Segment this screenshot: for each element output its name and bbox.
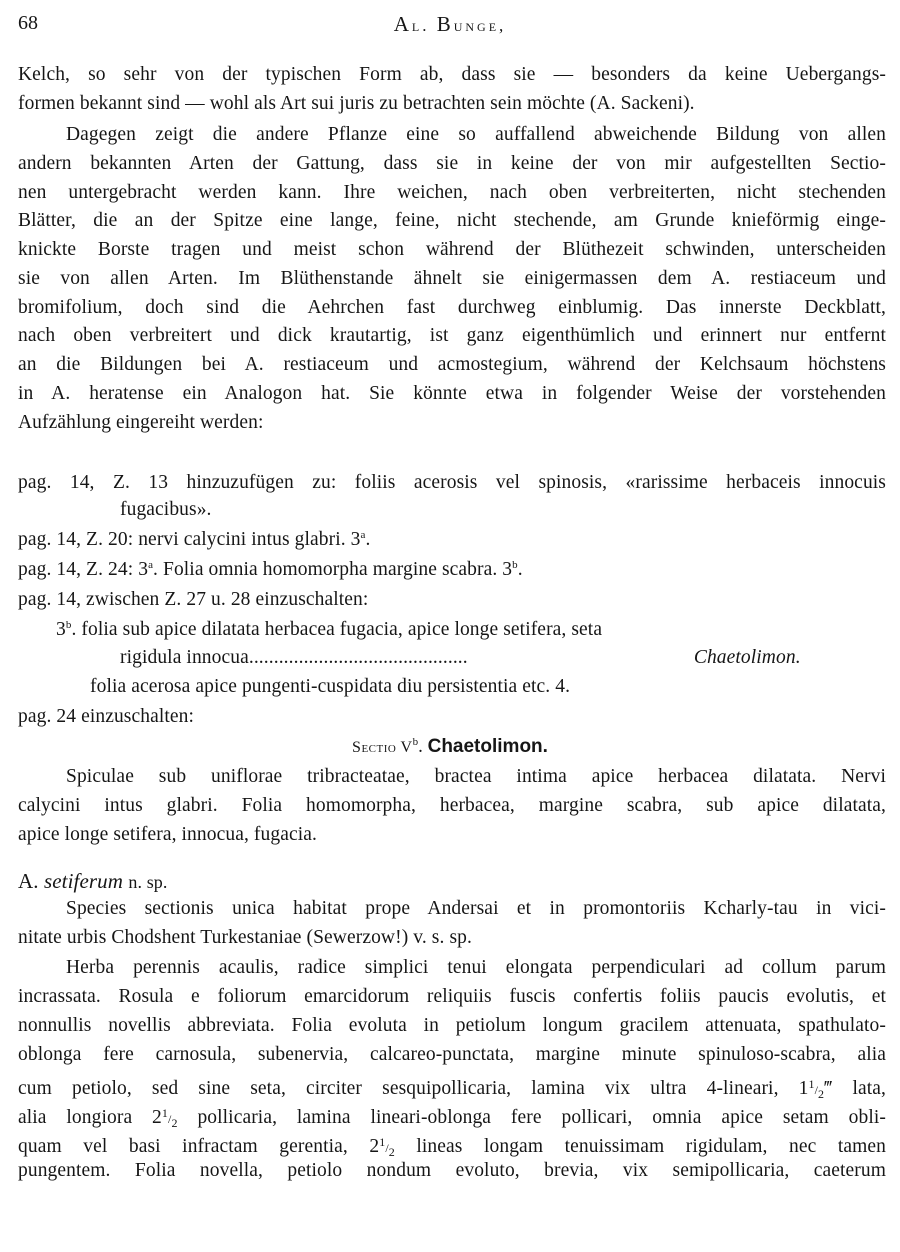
amendment-text: pag. 14, Z. 24: 3	[18, 559, 149, 580]
species-heading	[18, 868, 886, 895]
amendment-line: fugacibus».	[120, 499, 212, 520]
section-heading	[0, 734, 900, 761]
text-line: apice longe setifera, innocua, fugacia.	[18, 824, 317, 845]
fraction: 1/2	[379, 1135, 395, 1159]
text-line: bromifolium, doch sind die Aehrchen fast durchweg einblumig. Das innerste Deckblatt,	[18, 297, 886, 318]
text-line: nonnullis novellis abbreviata. Folia evoluta in petiolum longum gracilem attenuata, spathulato-	[18, 1015, 886, 1036]
amendment-text: .	[365, 529, 371, 550]
text-line: an die Bildungen bei A. restiaceum und acmostegium, während der Kelchsaum höchstens	[18, 354, 886, 375]
fraction: 1/2	[161, 1106, 178, 1130]
amendment-line: pag. 24 einzuschalten:	[18, 706, 195, 727]
text-segment: pollicaria, lamina lineari-oblonga fere pollicari, omnia apice setam obli-	[177, 1107, 886, 1128]
text-line: pungentem. Folia novella, petiolo nondum evoluto, brevia, vix semipollicaria, caeterum	[18, 1160, 886, 1181]
page-number: 68	[18, 12, 38, 34]
fraction-numerator: 1	[161, 1106, 169, 1120]
text-line: nen untergebracht werden kann. Ihre weichen, nach oben verbreiterten, nicht stechenden	[18, 182, 886, 203]
key-entry	[120, 645, 890, 671]
text-segment: quam vel basi infractam gerentia, 2	[18, 1136, 380, 1157]
fraction-denominator: 2	[388, 1145, 395, 1159]
text-line: sie von allen Arten. Im Blüthenstande ähnelt sie einigermassen dem A. restiaceum und	[18, 268, 886, 289]
text-line: nach oben verbreitert und dick krautartig, ist ganz eigenthümlich und erinnert nur entfernt	[18, 325, 886, 346]
text-line: nitate urbis Chodshent Turkestaniae (Sewerzow!) v. s. sp.	[18, 927, 472, 948]
running-head-initial: A	[393, 12, 412, 36]
running-head-part: l.	[411, 16, 430, 35]
text-line: incrassata. Rosula e foliorum emarcidorum reliquiis fuscis confertis foliis paucis evolutis, et	[18, 986, 886, 1007]
genus-abbrev: A.	[18, 869, 39, 893]
text-line: Dagegen zeigt die andere Pflanze eine so auffallend abweichende Bildung von allen	[66, 124, 886, 145]
superscript: b	[65, 619, 72, 631]
text-line: Kelch, so sehr von der typischen Form ab, dass sie — besonders da keine Uebergangs-	[18, 64, 886, 85]
fraction: 1/2	[808, 1077, 825, 1101]
amendment-line: pag. 14, Z. 13 hinzuzufügen zu: foliis acerosis vel spinosis, «rarissime herbaceis innocuis	[18, 472, 886, 493]
text-line: knickte Borste tragen und meist schon während der Blüthezeit schwinden, unterscheiden	[18, 239, 886, 260]
species-status: n. sp.	[128, 872, 168, 892]
amendment-text: .	[517, 559, 523, 580]
fraction-numerator: 1	[379, 1135, 386, 1149]
section-name: Chaetolimon.	[427, 736, 548, 757]
running-head	[0, 12, 900, 37]
fraction-numerator: 1	[808, 1077, 815, 1091]
text-segment: lineas longam tenuissimam rigidulam, nec tamen	[394, 1136, 886, 1157]
text-line: calycini intus glabri. Folia homomorpha, herbacea, margine scabra, sub apice dilatata,	[18, 795, 886, 816]
text-line: oblonga fere carnosula, subenervia, calcareo-punctata, margine minute spinuloso-scabra, alia	[18, 1044, 886, 1065]
amendment-line	[18, 527, 886, 553]
key-text: . folia sub apice dilatata herbacea fugacia, apice longe setifera, seta	[71, 619, 603, 640]
dot-leader: ............................................	[248, 647, 468, 668]
fraction-denominator: 2	[171, 1116, 178, 1130]
key-text: rigidula innocua	[120, 647, 249, 668]
key-taxon: Chaetolimon.	[693, 647, 801, 668]
key-entry: folia acerosa apice pungenti-cuspidata diu persistentia etc. 4.	[90, 676, 571, 697]
amendment-line: pag. 14, zwischen Z. 27 u. 28 einzuschalten:	[18, 589, 369, 610]
superscript: b	[512, 559, 518, 571]
superscript: a	[148, 559, 154, 571]
amendment-line	[18, 557, 886, 583]
text-line: Aufzählung eingereiht werden:	[18, 412, 264, 433]
running-head-initial: B	[436, 12, 454, 36]
text-line: in A. heratense ein Analogon hat. Sie könnte etwa in folgender Weise der vorstehenden	[18, 383, 886, 404]
section-label: Sectio V	[352, 739, 413, 756]
text-line: Blätter, die an der Spitze eine lange, feine, nicht stechende, am Grunde knieförmig einge-	[18, 210, 886, 231]
section-punct: .	[418, 736, 428, 757]
text-line: andern bekannten Arten der Gattung, dass sie in keine der von mir aufgestellten Sectio-	[18, 153, 886, 174]
amendment-text: . Folia omnia homomorpha margine scabra. 3	[153, 559, 513, 580]
text-line: Species sectionis unica habitat prope Andersai et in promontoriis Kcharly-tau in vici-	[66, 898, 886, 919]
text-line: Herba perennis acaulis, radice simplici tenui elongata perpendiculari ad collum parum	[66, 957, 886, 978]
text-segment: cum petiolo, sed sine seta, circiter sesquipollicaria, lamina vix ultra 4-lineari, 1	[18, 1078, 809, 1099]
key-number: 3	[56, 619, 66, 640]
running-head-part: unge,	[453, 16, 507, 35]
key-entry	[56, 617, 876, 643]
text-segment: ‴ lata,	[824, 1078, 887, 1099]
text-line: Spiculae sub uniflorae tribracteatae, bractea intima apice herbacea dilatata. Nervi	[66, 766, 886, 787]
amendment-text: pag. 14, Z. 20: nervi calycini intus glabri. 3	[18, 529, 361, 550]
species-epithet: setiferum	[43, 869, 124, 893]
text-line: formen bekannt sind — wohl als Art sui juris zu betrachten sein möchte (A. Sackeni).	[18, 93, 695, 114]
fraction-denominator: 2	[818, 1087, 825, 1101]
superscript: b	[412, 736, 419, 748]
text-segment: alia longiora 2	[18, 1107, 162, 1128]
superscript: a	[360, 529, 366, 541]
